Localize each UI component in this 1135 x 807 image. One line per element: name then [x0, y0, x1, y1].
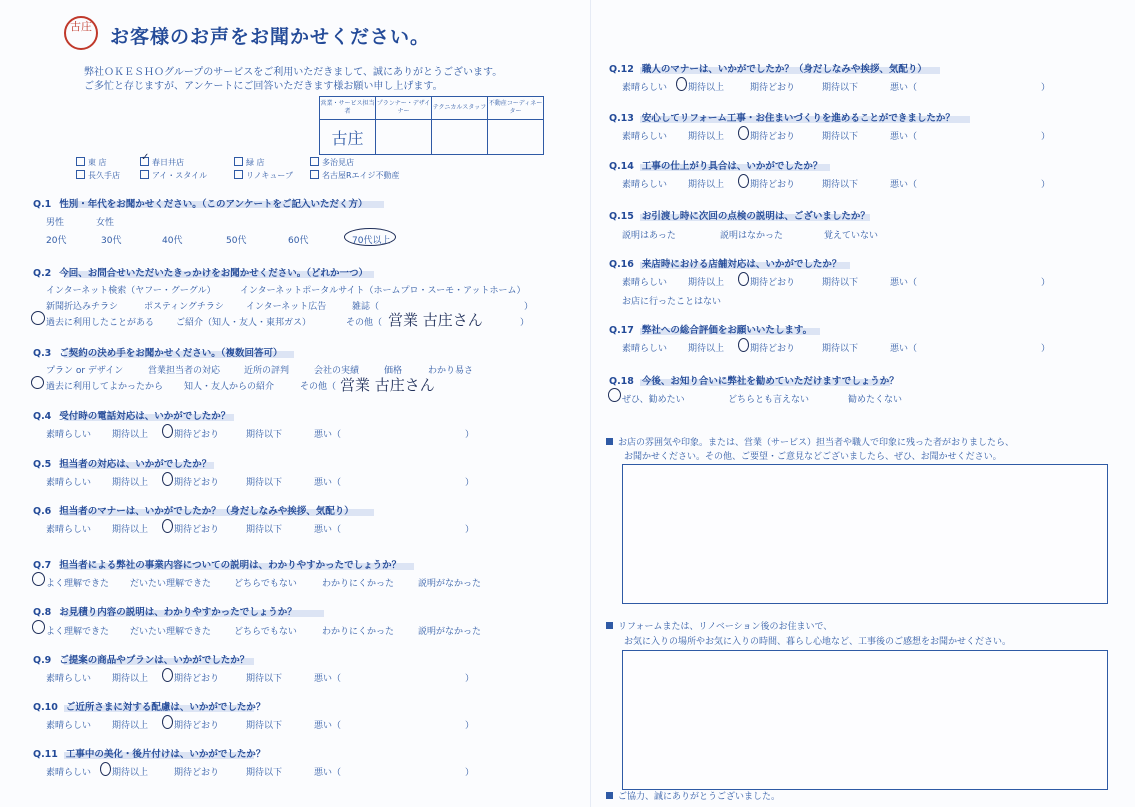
- q6-option[interactable]: 期待以下: [246, 525, 283, 535]
- q14-option[interactable]: 期待以下: [822, 180, 859, 190]
- q5-paren-close: ）: [465, 478, 475, 488]
- q8-option[interactable]: だいたい理解できた: [130, 627, 212, 637]
- question-q8: Q.8 お見積り内容の説明は、わかりやすかったでしょうか？: [33, 607, 297, 618]
- q6-option[interactable]: 悪い（: [314, 525, 342, 535]
- q2-paren-close: ）: [524, 302, 534, 312]
- intro-line-2: ご多忙と存じますが、アンケートにご回答いただきます様お願い申し上げます。: [84, 81, 443, 92]
- q2-option[interactable]: インターネットポータルサイト（ホームプロ・スーモ・アットホーム）: [240, 286, 526, 296]
- question-q10: Q.10 ご近所さまに対する配慮は、いかがでしたか？: [33, 702, 266, 713]
- q3-option[interactable]: その他（: [300, 382, 337, 392]
- q9-option-selected[interactable]: 期待どおり: [174, 674, 220, 684]
- selection-circle: [162, 472, 173, 486]
- q3-option[interactable]: わかり易さ: [428, 366, 474, 376]
- q11-paren-close: ）: [465, 768, 475, 778]
- q2-option[interactable]: ポスティングチラシ: [144, 302, 224, 312]
- q3-option[interactable]: 会社の実績: [314, 366, 360, 376]
- q12-option[interactable]: 悪い（: [890, 83, 918, 93]
- staff-header-technical: テクニカルスタッフ: [432, 97, 488, 120]
- q2-option[interactable]: その他（: [346, 318, 383, 328]
- square-bullet-icon: [606, 622, 613, 629]
- q11-option-selected[interactable]: 期待以上: [112, 768, 149, 778]
- free-text-1-box[interactable]: [622, 464, 1108, 604]
- q1-option[interactable]: 男性: [46, 218, 65, 228]
- question-q17: Q.17 弊社への総合評価をお願いいたします。: [609, 325, 813, 336]
- q5-option[interactable]: 期待以下: [246, 478, 283, 488]
- q3-option[interactable]: 知人・友人からの紹介: [184, 382, 275, 392]
- question-q3: Q.3 ご契約の決め手をお聞かせください。（複数回答可）: [33, 348, 283, 359]
- q6-option-selected[interactable]: 期待どおり: [174, 525, 220, 535]
- q3-handwritten-answer[interactable]: 営業 古庄さん: [340, 376, 435, 394]
- q8-option[interactable]: わかりにくかった: [322, 627, 395, 637]
- selection-circle: [100, 762, 111, 776]
- selection-circle: [344, 228, 396, 246]
- question-q18: Q.18 今後、お知り合いに弊社を勧めていただけますでしょうか？: [609, 376, 899, 387]
- selection-circle: [738, 126, 749, 140]
- q12-option[interactable]: 期待以下: [822, 83, 859, 93]
- question-q12: Q.12 職人のマナーは、いかがでしたか？（身だしなみや挨拶、気配り）: [609, 64, 927, 75]
- q14-option-selected[interactable]: 期待どおり: [750, 180, 796, 190]
- q7-option-selected[interactable]: よく理解できた: [46, 579, 110, 589]
- question-q9: Q.9 ご提案の商品やプランは、いかがでしたか？: [33, 655, 250, 666]
- q1-option[interactable]: 50代: [226, 236, 247, 246]
- q15-option[interactable]: 説明はなかった: [720, 231, 784, 241]
- staff-value-planner[interactable]: [376, 120, 432, 155]
- q16-option[interactable]: 期待以上: [688, 278, 725, 288]
- q4-paren-close: ）: [465, 430, 475, 440]
- store-option[interactable]: 長久手店: [76, 170, 120, 181]
- q18-option[interactable]: 勧めたくない: [848, 395, 903, 405]
- q2-option[interactable]: インターネット検索（ヤフー・グーグル）: [46, 286, 216, 296]
- question-q14: Q.14 工事の仕上がり具合は、いかがでしたか？: [609, 161, 823, 172]
- q3-option[interactable]: プラン or デザイン: [46, 366, 124, 376]
- q2-handwritten-answer[interactable]: 営業 古庄さん: [388, 311, 483, 329]
- q6-option[interactable]: 期待以上: [112, 525, 149, 535]
- selection-circle: [162, 424, 173, 438]
- store-option[interactable]: リノキューブ: [234, 170, 293, 181]
- page-fold: [590, 0, 591, 807]
- seal-stamp: 古庄: [64, 16, 98, 50]
- q10-option[interactable]: 期待以下: [246, 721, 283, 731]
- q8-option[interactable]: どちらでもない: [234, 627, 297, 637]
- square-bullet-icon: [606, 438, 613, 445]
- free-text-1-prompt: お店の雰囲気や印象。または、営業（サービス）担当者や職人で印象に残った者がおりましたら、: [606, 435, 1014, 448]
- q11-option[interactable]: 素晴らしい: [46, 768, 92, 778]
- selection-circle: [32, 620, 45, 634]
- question-q11: Q.11 工事中の美化・後片付けは、いかがでしたか？: [33, 749, 266, 760]
- q1-option[interactable]: 女性: [96, 218, 115, 228]
- q9-option[interactable]: 期待以上: [112, 674, 149, 684]
- q12-option-selected[interactable]: 期待以上: [688, 83, 725, 93]
- q7-option[interactable]: だいたい理解できた: [130, 579, 212, 589]
- selection-circle: [32, 572, 45, 586]
- q5-option[interactable]: 悪い（: [314, 478, 342, 488]
- q17-option[interactable]: 期待以下: [822, 344, 859, 354]
- selection-circle: [738, 338, 749, 352]
- q13-option[interactable]: 悪い（: [890, 132, 918, 142]
- q17-option[interactable]: 期待以上: [688, 344, 725, 354]
- q11-option[interactable]: 悪い（: [314, 768, 342, 778]
- q4-option[interactable]: 素晴らしい: [46, 430, 92, 440]
- question-q6: Q.6 担当者のマナーは、いかがでしたか？（身だしなみや挨拶、気配り）: [33, 506, 354, 517]
- store-option[interactable]: ✓ 春日井店: [141, 152, 184, 167]
- q10-option[interactable]: 素晴らしい: [46, 721, 92, 731]
- selection-circle: [162, 715, 173, 729]
- q12-option[interactable]: 期待どおり: [750, 83, 796, 93]
- q5-option[interactable]: 素晴らしい: [46, 478, 92, 488]
- q17-option-selected[interactable]: 期待どおり: [750, 344, 796, 354]
- q1-option[interactable]: 60代: [288, 236, 309, 246]
- q3-option[interactable]: 営業担当者の対応: [148, 366, 221, 376]
- q1-option[interactable]: 20代: [46, 236, 67, 246]
- staff-value-sales[interactable]: 古庄: [320, 120, 376, 155]
- q8-option[interactable]: 説明がなかった: [418, 627, 482, 637]
- q16-option[interactable]: 素晴らしい: [622, 278, 668, 288]
- q14-option[interactable]: 素晴らしい: [622, 180, 668, 190]
- q6-paren-close: ）: [465, 525, 475, 535]
- q12-paren-close: ）: [1041, 83, 1051, 93]
- q10-paren-close: ）: [465, 721, 475, 731]
- selection-circle: [738, 272, 749, 286]
- selection-circle: [162, 519, 173, 533]
- store-option[interactable]: 緑 店: [234, 157, 265, 168]
- footer-thanks: ご協力、誠にありがとうございました。: [606, 789, 780, 802]
- square-bullet-icon: [606, 792, 613, 799]
- q2-option[interactable]: 新聞折込みチラシ: [46, 302, 119, 312]
- q14-option[interactable]: 期待以上: [688, 180, 725, 190]
- question-q4: Q.4 受付時の電話対応は、いかがでしたか？: [33, 411, 231, 422]
- q6-option[interactable]: 素晴らしい: [46, 525, 92, 535]
- q5-option-selected[interactable]: 期待どおり: [174, 478, 220, 488]
- store-option[interactable]: アイ・スタイル: [140, 170, 207, 181]
- q10-option[interactable]: 悪い（: [314, 721, 342, 731]
- q1-option[interactable]: 30代: [101, 236, 122, 246]
- q7-option[interactable]: わかりにくかった: [322, 579, 395, 589]
- q14-paren-close: ）: [1041, 180, 1051, 190]
- question-q1: Q.1 性別・年代をお聞かせください。（このアンケートをご記入いただく方）: [33, 199, 368, 210]
- q16-paren-close: ）: [1041, 278, 1051, 288]
- q4-option-selected[interactable]: 期待どおり: [174, 430, 220, 440]
- q2-option[interactable]: 雑誌（: [352, 302, 380, 312]
- store-option[interactable]: 多治見店: [310, 157, 354, 168]
- q9-option[interactable]: 素晴らしい: [46, 674, 92, 684]
- q8-option-selected[interactable]: よく理解できた: [46, 627, 110, 637]
- q7-option[interactable]: 説明がなかった: [418, 579, 482, 589]
- question-q15: Q.15 お引渡し時に次回の点検の説明は、ございましたか？: [609, 211, 870, 222]
- staff-header-planner: プランナー・デザイナー: [376, 97, 432, 120]
- page-title: お客様のお声をお聞かせください。: [110, 26, 431, 48]
- staff-header-sales: 営業・サービス担当者: [320, 97, 376, 120]
- q4-option[interactable]: 悪い（: [314, 430, 342, 440]
- question-q13: Q.13 安心してリフォーム工事・お住まいづくりを進めることができましたか？: [609, 113, 955, 124]
- q15-option[interactable]: 説明はあった: [622, 231, 676, 241]
- q13-option[interactable]: 期待以下: [822, 132, 859, 142]
- q17-option[interactable]: 素晴らしい: [622, 344, 668, 354]
- q18-option[interactable]: どちらとも言えない: [728, 395, 810, 405]
- q3-option[interactable]: 価格: [384, 366, 403, 376]
- selection-circle: [162, 668, 173, 682]
- selection-circle: [608, 388, 621, 402]
- intro-line-1: 弊社ＯＫＥＳＨＯグループのサービスをご利用いただきまして、誠にありがとうございます。: [84, 67, 503, 78]
- q2-option[interactable]: インターネット広告: [246, 302, 327, 312]
- free-text-2-box[interactable]: [622, 650, 1108, 790]
- store-option[interactable]: 東 店: [76, 157, 107, 168]
- staff-value-realestate[interactable]: [488, 120, 544, 155]
- staff-table: [319, 96, 544, 155]
- q13-option[interactable]: 素晴らしい: [622, 132, 668, 142]
- question-q7: Q.7 担当者による弊社の事業内容についての説明は、わかりやすかったでしょうか？: [33, 560, 402, 571]
- q17-paren-close: ）: [1041, 344, 1051, 354]
- q1-option[interactable]: 40代: [162, 236, 183, 246]
- q10-option-selected[interactable]: 期待どおり: [174, 721, 220, 731]
- q17-option[interactable]: 悪い（: [890, 344, 918, 354]
- selection-circle: [31, 376, 44, 389]
- q16-option[interactable]: 期待以下: [822, 278, 859, 288]
- check-mark-icon: ✓: [141, 152, 150, 163]
- store-option[interactable]: 名古屋Rエイジ不動産: [310, 170, 400, 181]
- q7-option[interactable]: どちらでもない: [234, 579, 297, 589]
- question-q5: Q.5 担当者の対応は、いかがでしたか？: [33, 459, 212, 470]
- q14-option[interactable]: 悪い（: [890, 180, 918, 190]
- question-q2: Q.2 今回、お問合せいただいたきっかけをお聞かせください。（どれか一つ）: [33, 268, 369, 279]
- question-q16: Q.16 来店時における店舗対応は、いかがでしたか？: [609, 259, 842, 270]
- q16-option[interactable]: 悪い（: [890, 278, 918, 288]
- free-text-2-prompt-2: お気に入りの場所やお気に入りの時間、暮らし心地など、工事後のご感想をお聞かせください。: [624, 637, 1012, 647]
- q18-option-selected[interactable]: ぜひ、勧めたい: [622, 395, 685, 405]
- q3-option[interactable]: 近所の評判: [244, 366, 290, 376]
- q13-option-selected[interactable]: 期待どおり: [750, 132, 796, 142]
- q11-option[interactable]: 期待どおり: [174, 768, 220, 778]
- q2-option-selected[interactable]: 過去に利用したことがある: [46, 318, 155, 328]
- q10-option[interactable]: 期待以上: [112, 721, 149, 731]
- q9-option[interactable]: 期待以下: [246, 674, 283, 684]
- q16-option-selected[interactable]: 期待どおり: [750, 278, 796, 288]
- q9-option[interactable]: 悪い（: [314, 674, 342, 684]
- q5-option[interactable]: 期待以上: [112, 478, 149, 488]
- selection-circle: [738, 174, 749, 188]
- q3-option-selected[interactable]: 過去に利用してよかったから: [46, 382, 164, 392]
- q13-option[interactable]: 期待以上: [688, 132, 725, 142]
- selection-circle: [676, 77, 687, 91]
- q13-paren-close: ）: [1041, 132, 1051, 142]
- q1-option-selected[interactable]: 70代以上: [352, 236, 391, 246]
- free-text-1-prompt-2: お聞かせください。その他、ご要望・ご意見などございましたら、ぜひ、お聞かせください。: [624, 452, 1002, 462]
- staff-value-technical[interactable]: [432, 120, 488, 155]
- q4-option[interactable]: 期待以上: [112, 430, 149, 440]
- q12-option[interactable]: 素晴らしい: [622, 83, 668, 93]
- q2-option[interactable]: ご紹介（知人・友人・東邦ガス）: [176, 318, 312, 328]
- q4-option[interactable]: 期待以下: [246, 430, 283, 440]
- q15-option[interactable]: 覚えていない: [824, 231, 879, 241]
- staff-header-realestate: 不動産コーディネーター: [488, 97, 544, 120]
- q2-paren-close: ）: [520, 318, 530, 328]
- q9-paren-close: ）: [465, 674, 475, 684]
- q11-option[interactable]: 期待以下: [246, 768, 283, 778]
- q16-option-not-visited[interactable]: お店に行ったことはない: [622, 297, 722, 307]
- selection-circle: [31, 311, 45, 325]
- free-text-2-prompt: リフォームまたは、リノベーション後のお住まいで、: [606, 619, 832, 632]
